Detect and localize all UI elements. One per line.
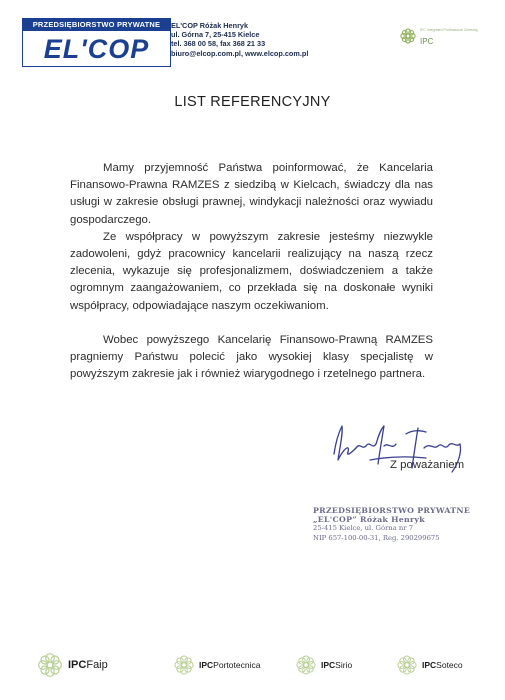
ipc-tagline: IPC Integrated Professional Cleaning	[420, 28, 478, 32]
footer-logo-suffix: Portotecnica	[213, 660, 261, 670]
contact-web: biuro@elcop.com.pl, www.elcop.com.pl	[171, 48, 309, 58]
stamp-line-2: „EL'COP” Różak Henryk	[313, 515, 425, 525]
logo-top-text: PRZEDSIĘBIORSTWO PRYWATNE	[23, 19, 170, 31]
logo-main-text: EL'COP	[43, 34, 150, 64]
footer-logo-suffix: Soteco	[436, 660, 463, 670]
ipc-flower-icon	[294, 653, 318, 677]
contact-phone: tel. 368 00 58, fax 368 21 33	[171, 39, 266, 49]
ipc-flower-icon	[35, 650, 65, 680]
footer-logo-suffix: Faip	[86, 659, 108, 671]
contact-address: ul. Górna 7, 25-415 Kielce	[171, 30, 260, 40]
company-stamp	[313, 506, 470, 543]
footer-logo-portotecnica	[172, 650, 260, 680]
paragraph-1: Mamy przyjemność Państwa poinformować, że Kancelaria Finansowo-Prawna RAMZES z siedzibą w Kielcach, świadczy dla nas usługi w zakresie obsługi prawnej, windykacji należności oraz wywiadu gospodarczego.	[70, 162, 433, 226]
ipc-flower-icon	[172, 653, 196, 677]
contact-company: EL'COP Różak Henryk	[171, 21, 249, 30]
ipc-flower-icon	[399, 27, 417, 45]
stamp-line-4: NIP 657-100-00-31, Reg. 290299675	[313, 533, 440, 542]
stamp-line-1: PRZEDSIĘBIORSTWO PRYWATNE	[313, 506, 471, 515]
document-title: LIST REFERENCYJNY	[174, 94, 331, 110]
stamp-line-3: 25-415 Kielce, ul. Górna nr 7	[313, 524, 414, 533]
ipc-flower-icon	[395, 653, 419, 677]
company-contact	[171, 21, 308, 58]
footer-logo-suffix: Sirio	[335, 660, 353, 670]
footer-logo-prefix: IPC	[199, 660, 214, 670]
footer-logo-soteco	[395, 650, 463, 680]
ipc-label: IPC	[420, 37, 434, 46]
footer-logo-faip	[35, 650, 108, 680]
letter-body	[70, 160, 433, 383]
paragraph-2: Ze współpracy w powyższym zakresie jesteśmy niezwykle zadowoleni, gdyż pracownicy kancelarii realizujący na naszą rzecz zlecenia, wykazuje się profesjonalizmem, doświadczeniem a także ogromnym zaangażowaniem, co przekłada się na doskonałe wyniki współpracy, odpowiadające naszym oczekiwaniom.	[70, 230, 433, 312]
footer-logo-prefix: IPC	[68, 659, 87, 671]
paragraph-3: Wobec powyższego Kancelarię Finansowo-Prawną RAMZES pragniemy Państwu polecić jako wysokiej klasy specjalistę w powyższym zakresie jak i również wiarygodnego i rzetelnego partnera.	[70, 333, 433, 381]
footer-logo-prefix: IPC	[321, 660, 336, 670]
footer-logo-prefix: IPC	[422, 660, 437, 670]
footer-logo-sirio	[294, 650, 352, 680]
elcop-logo	[22, 18, 171, 67]
closing-regards: Z poważaniem	[390, 459, 465, 471]
